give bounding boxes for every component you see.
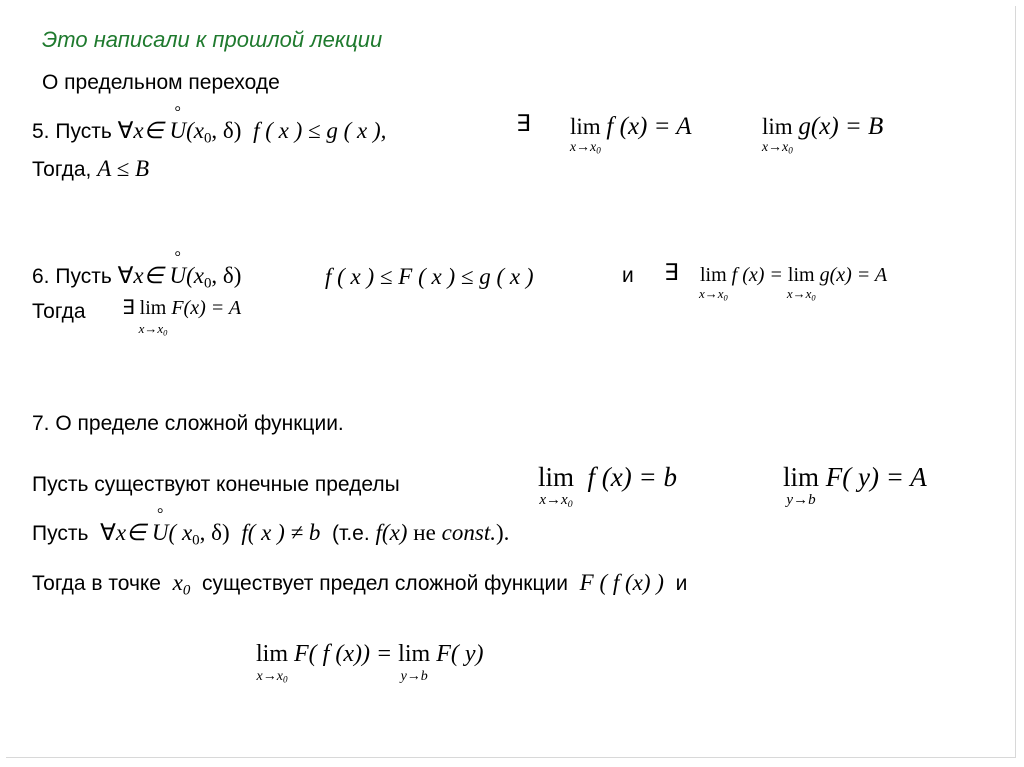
- lim-operator: lim $x\to x_0$: [569, 114, 601, 156]
- item7-line3: [32, 570, 687, 599]
- lim-operator: lim $x\to x_0$: [138, 297, 168, 338]
- item7-limit-f: [538, 462, 677, 510]
- exists-symbol: ∃: [664, 260, 679, 285]
- item7-lim2-expr: F( y) = A: [825, 462, 927, 492]
- punctured-u: ° U: [169, 118, 186, 144]
- lim-operator: lim $x\to x_0$: [761, 114, 793, 156]
- item7-heading: 7. О пределе сложной функции.: [32, 412, 344, 435]
- lim-operator: lim $x\to x_0$: [538, 462, 575, 510]
- item7-x0: $x_0$: [172, 570, 191, 599]
- item5-lim1-expr: f (x) = A: [606, 113, 692, 140]
- x-in: x∈: [133, 263, 164, 288]
- punctured-u: ° U: [169, 263, 186, 289]
- forall-symbol: ∀: [100, 520, 116, 545]
- x-in: x∈: [133, 118, 164, 143]
- item5-line2: [32, 156, 149, 182]
- neighborhood-open: ( $x_0$, δ): [168, 520, 230, 549]
- item6-line1: [32, 263, 241, 292]
- slide-subtitle: О предельном переходе: [42, 71, 280, 94]
- item7-limit-F: [783, 462, 927, 508]
- neighborhood-open: ($x_0$, δ): [186, 263, 242, 292]
- neighborhood-open: ($x_0$, δ): [186, 118, 242, 147]
- item7-final-formula: [256, 641, 484, 685]
- item7-note-ne: не: [413, 520, 436, 545]
- item7-note-open: (т.е.: [332, 522, 370, 545]
- item6-condition: f ( x ) ≤ F ( x ) ≤ g ( x ): [325, 264, 534, 289]
- item6-lim1-expr: f (x) =: [731, 264, 783, 286]
- exists-symbol: ∃: [516, 111, 531, 136]
- item7-line3-text: существует предел сложной функции: [202, 572, 568, 595]
- item5-then-expr: A ≤ B: [97, 156, 150, 181]
- forall-symbol: ∀: [117, 118, 134, 143]
- item6-and: и: [622, 264, 634, 287]
- item7-final-rhs: F( y): [436, 641, 484, 667]
- item6-lim2-expr: g(x) = A: [819, 264, 888, 286]
- lim-operator: lim $x\to x_0$: [256, 641, 289, 685]
- x-in: x∈: [115, 520, 147, 545]
- lim-operator: lim $x\to x_0$: [786, 264, 816, 303]
- item5-condition: f ( x ) ≤ g ( x ),: [253, 118, 387, 143]
- item5-then-label: Тогда,: [32, 158, 92, 181]
- item7-lim1-expr: f (x) = b: [587, 462, 677, 492]
- lim-operator: lim $x\to x_0$: [698, 264, 728, 303]
- item5-line1: [32, 118, 386, 147]
- lim-operator: lim y→b: [783, 462, 820, 508]
- item6-limits: [698, 264, 888, 303]
- item5-limit-g: [761, 113, 884, 156]
- item7-line2: [32, 520, 509, 549]
- item7-note-const: const.: [441, 520, 496, 545]
- item7-composite: F ( f (x) ): [579, 570, 664, 595]
- item6-then-expr: ∃ lim $x\to x_0$ F(x) = A: [122, 297, 242, 338]
- item6-then-label: Тогда: [32, 300, 86, 323]
- item7-line3-and: и: [675, 572, 688, 595]
- item5-limit-f: [569, 113, 692, 156]
- slide-title: Это написали к прошлой лекции: [42, 27, 383, 52]
- item7-line1-label: Пусть существуют конечные пределы: [32, 473, 400, 496]
- item7-final-lhs: F( f (x)) =: [294, 641, 393, 667]
- forall-symbol: ∀: [117, 263, 134, 288]
- item7-line2-condition: f( x ) ≠ b: [241, 520, 321, 545]
- item5-label: 5. Пусть: [32, 120, 112, 143]
- punctured-u: ° U: [152, 520, 169, 546]
- item6-label: 6. Пусть: [32, 265, 112, 288]
- item7-note-fx: f(x): [375, 520, 408, 545]
- item5-lim2-expr: g(x) = B: [798, 113, 884, 140]
- item7-line2-label: Пусть: [32, 522, 89, 545]
- item7-line3-label: Тогда в точке: [32, 572, 161, 595]
- item7-note-close: ).: [495, 520, 510, 545]
- lim-operator: lim y→b: [398, 641, 431, 684]
